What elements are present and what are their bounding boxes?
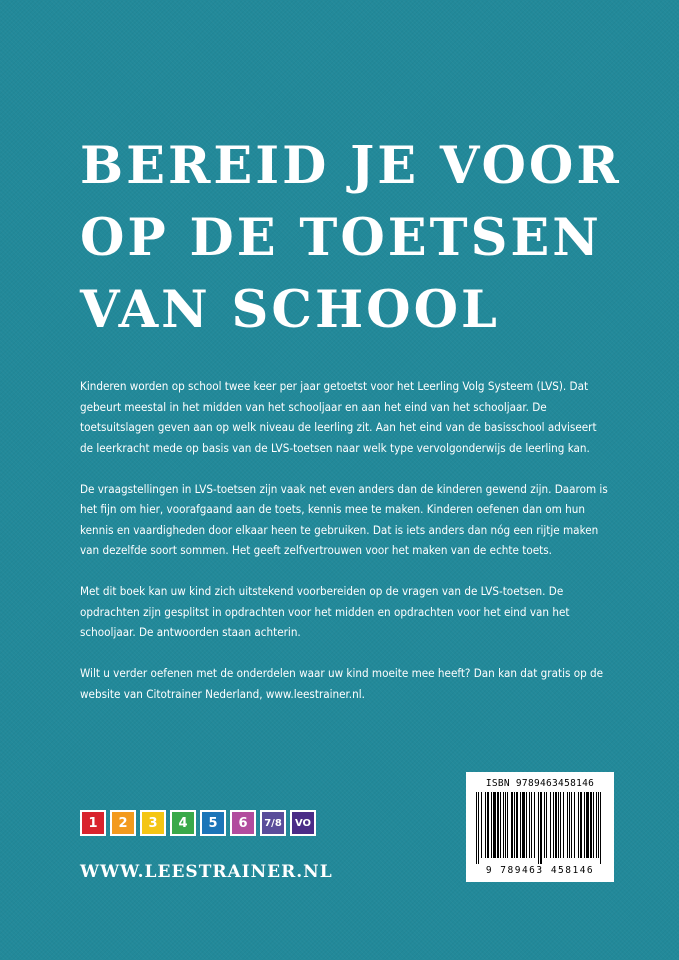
title-line-2: OP DE TOETSEN — [80, 208, 602, 268]
blurb-paragraph-1: Kinderen worden op school twee keer per jaar getoetst voor het Leerling Volg Systeem (LVS). Dat gebeurt meestal in het midden van het schooljaar en aan het eind van het schooljaar. De toetsuitslagen geven aan op welk niveau de leerling zit. Aan het eind van de basisschool adviseert de leerkracht mede op basis van de LVS-toetsen naar welk type vervolgonderwijs de leerling kan. — [80, 379, 597, 455]
cover-title — [80, 130, 640, 346]
barcode-digits: 9 789463 458146 — [485, 865, 595, 876]
grade-badge-1: 1 — [80, 810, 106, 836]
grade-badge-7-8: 7/8 — [260, 810, 286, 836]
grade-badge-5: 5 — [200, 810, 226, 836]
grade-badge-4: 4 — [170, 810, 196, 836]
title-line-1: BEREID JE VOOR — [80, 136, 622, 196]
blurb-paragraph-2: De vraagstellingen in LVS-toetsen zijn vaak net even anders dan de kinderen gewend zijn. Daarom is het fijn om hier, voorafgaand aan de toets, kennis mee te maken. Kinderen oefenen dan om hun kennis en vaardigheden door elkaar heen te gebruiken. Dat is iets anders dan nóg een rijtje maken van dezelfde soort sommen. Het geeft zelfvertrouwen voor het maken van de echte toets. — [80, 481, 608, 557]
barcode-bars — [474, 792, 606, 864]
grade-badge-vo: VO — [290, 810, 316, 836]
isbn-label: ISBN 9789463458146 — [485, 778, 595, 789]
grade-badge-6: 6 — [230, 810, 256, 836]
grade-badge-2: 2 — [110, 810, 136, 836]
isbn-barcode — [466, 772, 614, 882]
blurb-text — [80, 376, 610, 725]
grade-level-badges — [80, 810, 316, 836]
blurb-paragraph-4: Wilt u verder oefenen met de onderdelen waar uw kind moeite mee heeft? Dan kan dat gratis op de website van Citotrainer Nederland, www.leestrainer.nl. — [80, 666, 604, 701]
website-url[interactable]: WWW.LEESTRAINER.NL — [80, 862, 333, 882]
grade-badge-3: 3 — [140, 810, 166, 836]
blurb-paragraph-3: Met dit boek kan uw kind zich uitstekend voorbereiden op de vragen van de LVS-toetsen. De opdrachten zijn gesplitst in opdrachten voor het midden en opdrachten voor het eind van het schooljaar. De antwoorden staan achterin. — [80, 584, 570, 639]
title-line-3: VAN SCHOOL — [80, 280, 500, 340]
